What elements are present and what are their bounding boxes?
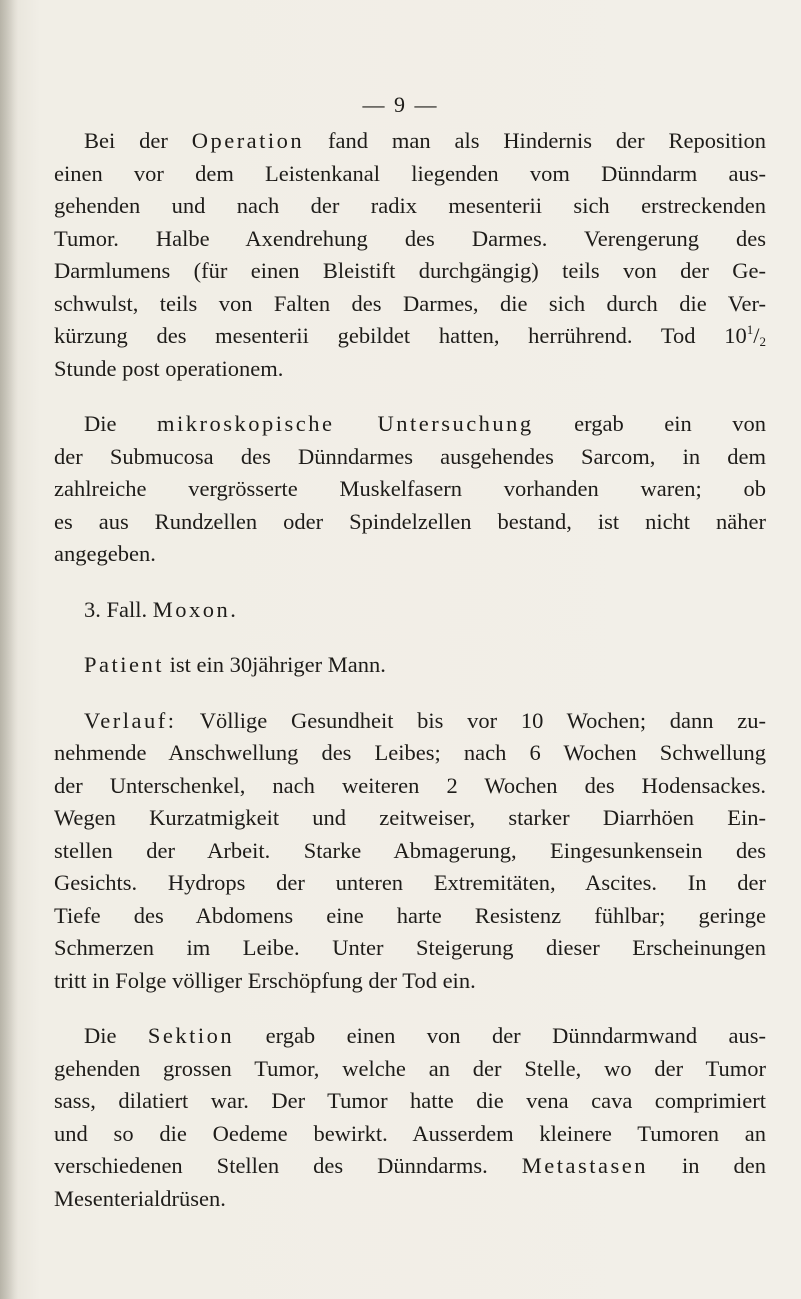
text-run: tritt in Folge völliger Erschöpfung der Tod ein. xyxy=(54,967,476,993)
text-line xyxy=(54,190,766,223)
text-run: schwulst, teils von Falten des Darmes, die sich durch die Ver- xyxy=(54,290,766,316)
text-run: der Submucosa des Dünndarmes ausgehendes Sarcom, in dem xyxy=(54,443,766,469)
page-number: — 9 — xyxy=(362,92,439,117)
text-run: verschiedenen Stellen des Dünndarms. xyxy=(54,1153,522,1178)
text-line xyxy=(54,408,766,441)
text-line xyxy=(54,835,766,868)
text-line xyxy=(54,538,766,571)
text-run: und so die Oedeme bewirkt. Ausserdem kleinere Tumoren an xyxy=(54,1120,766,1146)
text-run: zahlreiche vergrösserte Muskelfasern vorhanden waren; ob xyxy=(54,476,766,501)
text-run: Darmlumens (für einen Bleistift durchgängig) teils von der Ge- xyxy=(54,258,766,283)
text-line xyxy=(54,1053,766,1086)
text-run: stellen der Arbeit. Starke Abmagerung, Eingesunkensein des xyxy=(54,837,766,863)
text-run: gehenden und nach der radix mesenterii sich erstreckenden xyxy=(54,193,766,218)
fraction xyxy=(747,323,766,348)
fraction-slash: / xyxy=(753,323,760,348)
text-run: gehenden grossen Tumor, welche an der Stelle, wo der Tumor xyxy=(54,1055,766,1081)
spaced-emphasis: Metastasen xyxy=(521,1153,648,1178)
text-run: Wegen Kurzatmigkeit und zeitweiser, starker Diarrhöen Ein- xyxy=(54,805,766,830)
text-run: Stunde post operationem. xyxy=(54,355,284,381)
paragraph xyxy=(54,125,766,385)
text-line xyxy=(54,965,766,998)
spaced-emphasis: Patient xyxy=(84,652,164,677)
text-line xyxy=(54,223,766,256)
text-line xyxy=(54,255,766,288)
text-run: Die xyxy=(84,1023,148,1048)
text-line xyxy=(54,737,766,770)
text-line xyxy=(54,506,766,539)
text-line xyxy=(54,1183,766,1216)
text-run: es aus Rundzellen oder Spindelzellen bestand, ist nicht näher xyxy=(54,508,766,534)
text-line xyxy=(54,900,766,933)
text-run: 3. Fall. xyxy=(84,596,153,622)
text-line xyxy=(54,770,766,803)
paragraph-gap xyxy=(54,571,766,594)
text-run: Die xyxy=(84,411,157,436)
text-run: der Unterschenkel, nach weiteren 2 Wochen des Hodensackes. xyxy=(54,772,766,798)
paragraph-gap xyxy=(54,626,766,649)
text-line xyxy=(54,932,766,965)
paragraph xyxy=(54,705,766,998)
text-run: fand man als Hindernis der Reposition xyxy=(304,128,766,153)
text-line xyxy=(54,802,766,835)
text-run: Bei der xyxy=(84,128,192,153)
paragraph xyxy=(54,1020,766,1215)
text-line xyxy=(54,158,766,191)
text-line xyxy=(54,705,766,738)
text-run: sass, dilatiert war. Der Tumor hatte die vena cava comprimiert xyxy=(54,1088,766,1113)
paragraph xyxy=(54,649,766,682)
spaced-emphasis: Moxon. xyxy=(152,596,239,622)
text-run: Gesichts. Hydrops der unteren Extremitäten, Ascites. In der xyxy=(54,870,766,895)
text-run: ergab ein von xyxy=(533,411,766,436)
text-line xyxy=(54,473,766,506)
text-line xyxy=(54,1150,766,1183)
text-line xyxy=(54,353,766,386)
spaced-emphasis: Sektion xyxy=(147,1023,235,1048)
paragraph-gap xyxy=(54,682,766,705)
text-line xyxy=(54,1085,766,1118)
body-text xyxy=(54,125,766,1215)
text-line xyxy=(54,649,766,682)
text-run: einen vor dem Leistenkanal liegenden vom Dünndarm aus- xyxy=(54,160,766,186)
text-line xyxy=(54,1020,766,1053)
text-run: nehmende Anschwellung des Leibes; nach 6 Wochen Schwellung xyxy=(54,740,766,765)
binding-shadow xyxy=(0,0,18,1299)
text-line xyxy=(54,1118,766,1151)
paragraph xyxy=(54,594,766,627)
paragraph-gap xyxy=(54,997,766,1020)
text-line xyxy=(54,320,766,353)
text-run: Schmerzen im Leibe. Unter Steigerung dieser Erscheinungen xyxy=(54,935,766,960)
text-run: angegeben. xyxy=(54,541,156,566)
text-line xyxy=(54,867,766,900)
text-line xyxy=(54,125,766,158)
spaced-emphasis: Operation xyxy=(191,128,305,153)
paragraph xyxy=(54,408,766,571)
text-run: Tiefe des Abdomens eine harte Resistenz fühlbar; geringe xyxy=(54,902,766,928)
text-run: ist ein 30jähriger Mann. xyxy=(164,652,386,677)
text-run: ergab einen von der Dünndarmwand aus- xyxy=(234,1023,766,1048)
spaced-emphasis: Verlauf: xyxy=(84,707,177,733)
text-run: Völlige Gesundheit bis vor 10 Wochen; dann zu- xyxy=(176,707,766,733)
text-line xyxy=(54,594,766,627)
paragraph-gap xyxy=(54,385,766,408)
text-run: Tumor. Halbe Axendrehung des Darmes. Verengerung des xyxy=(54,225,766,251)
fraction-numerator: 1 xyxy=(746,322,754,337)
spaced-emphasis: mikroskopische Untersuchung xyxy=(156,411,534,436)
text-run: in den xyxy=(648,1153,766,1178)
text-line xyxy=(54,288,766,321)
text-run: Mesenterialdrüsen. xyxy=(54,1185,226,1211)
text-run: kürzung des mesenterii gebildet hatten, herrührend. Tod 10 xyxy=(54,323,747,348)
text-line xyxy=(54,441,766,474)
fraction-denominator: 2 xyxy=(759,334,766,349)
